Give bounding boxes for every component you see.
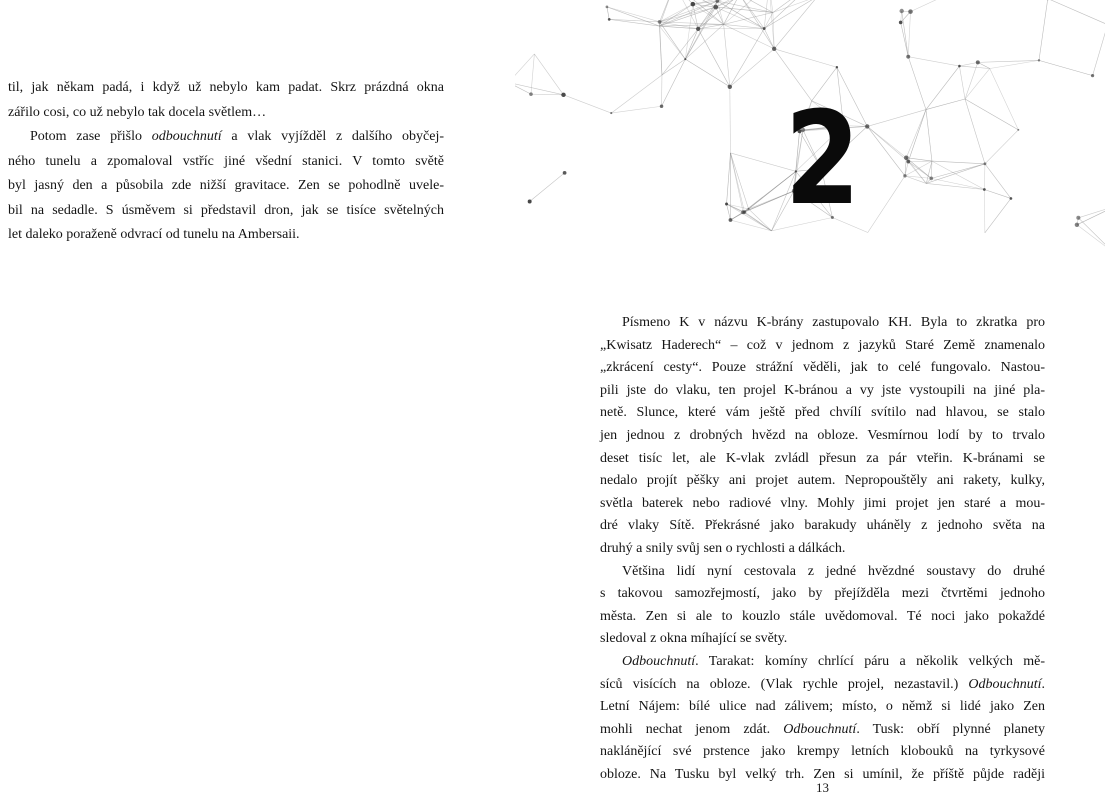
text-line: města. Zen si ale to kouzlo stále uvědomoval. Té noci jako pokaždé bbox=[600, 608, 1045, 624]
text-line: s takovou samozřejmostí, jako by přejížděla mezi čtvrtěmi jednoho bbox=[600, 586, 1045, 602]
text-line: druhý a snily svůj sen o rychlosti a dálkách. bbox=[600, 540, 846, 556]
text-line: deset tisíc let, ale K-vlak zvládl přesun za pár vteřin. K-bránami se bbox=[600, 450, 1045, 466]
text-line: naklánějící své prstence jako krempy letních klobouků na tyrkysové bbox=[600, 744, 1045, 760]
text-line: světla baterek nebo radiové vlny. Mohly jimi projet jen staré a mou- bbox=[600, 495, 1045, 511]
text-line: til, jak někam padá, i když už nebylo kam padat. Skrz prázdná okna bbox=[8, 80, 444, 95]
text-line: let daleko poraženě odvrací od tunelu na Ambersaii. bbox=[8, 227, 300, 242]
text-line: „Kwisatz Haderech“ – což v jednom z jazyků Staré Země znamenalo bbox=[600, 337, 1045, 353]
text-line: Většina lidí nyní cestovala z jedné hvězdné soustavy do druhé bbox=[622, 563, 1045, 579]
text-line: Letní Nájem: bílé ulice nad zálivem; místo, o němž si lidé jako Zen bbox=[600, 699, 1045, 715]
text-line: jen jednou z drobných hvězd na obloze. Vesmírnou lodí by to trvalo bbox=[600, 427, 1045, 443]
text-line: zářilo cosi, co už nebylo tak docela světlem… bbox=[8, 104, 267, 120]
text-line: pili jste do vlaku, ten projel K-bránou a vy jste vystoupili na jiné pla- bbox=[600, 382, 1045, 398]
text-line: obloze. Na Tusku byl velký trh. Zen si umínil, že příště půjde raději bbox=[600, 766, 1045, 782]
text-line: Odbouchnutí. Tarakat: komíny chrlící páru a několik velkých mě- bbox=[622, 653, 1045, 669]
text-line: síců visících na obloze. (Vlak rychle projel, nezastavil.) Odbouchnutí. bbox=[600, 676, 1045, 692]
text-line: netě. Slunce, které vám ještě před chvílí svítilo nad hlavou, se stalo bbox=[600, 405, 1045, 421]
text-line: ného tunelu a zpomaloval vstříc jiné všední stanici. V tomto světě bbox=[8, 153, 444, 169]
text-line: Písmeno K v názvu K-brány zastupovalo KH. Byla to zkratka pro bbox=[622, 315, 1045, 330]
left-page-text bbox=[8, 76, 444, 248]
text-line: mohli nechat jenom zdát. Odbouchnutí. Tusk: obří plynné planety bbox=[600, 721, 1045, 737]
text-line: bil na sedadle. S úsměvem si představil dron, jak se tisíce světelných bbox=[8, 202, 444, 218]
text-line: sledoval z okna míhající se světy. bbox=[600, 631, 788, 647]
text-line: Potom zase přišlo odbouchnutí a vlak vyjížděl z dalšího obyčej- bbox=[30, 129, 444, 144]
text-line: dré vlaky Sítě. Překrásné jako barakudy uháněly z jednoho světa na bbox=[600, 518, 1045, 534]
chapter-number: 2 bbox=[784, 85, 861, 234]
text-line: „zkrácení cesty“. Pouze strážní věděli, jak to celé fungovalo. Nastou- bbox=[600, 360, 1045, 376]
text-line: byl jasný den a působila zde nižší gravitace. Zen se pohodlně uvele- bbox=[8, 178, 444, 193]
right-page-text bbox=[600, 312, 1045, 786]
page-number: 13 bbox=[816, 780, 829, 795]
text-line: nedalo projít pěšky ani projet autem. Nepropouštěly ani rakety, kulky, bbox=[600, 473, 1045, 489]
